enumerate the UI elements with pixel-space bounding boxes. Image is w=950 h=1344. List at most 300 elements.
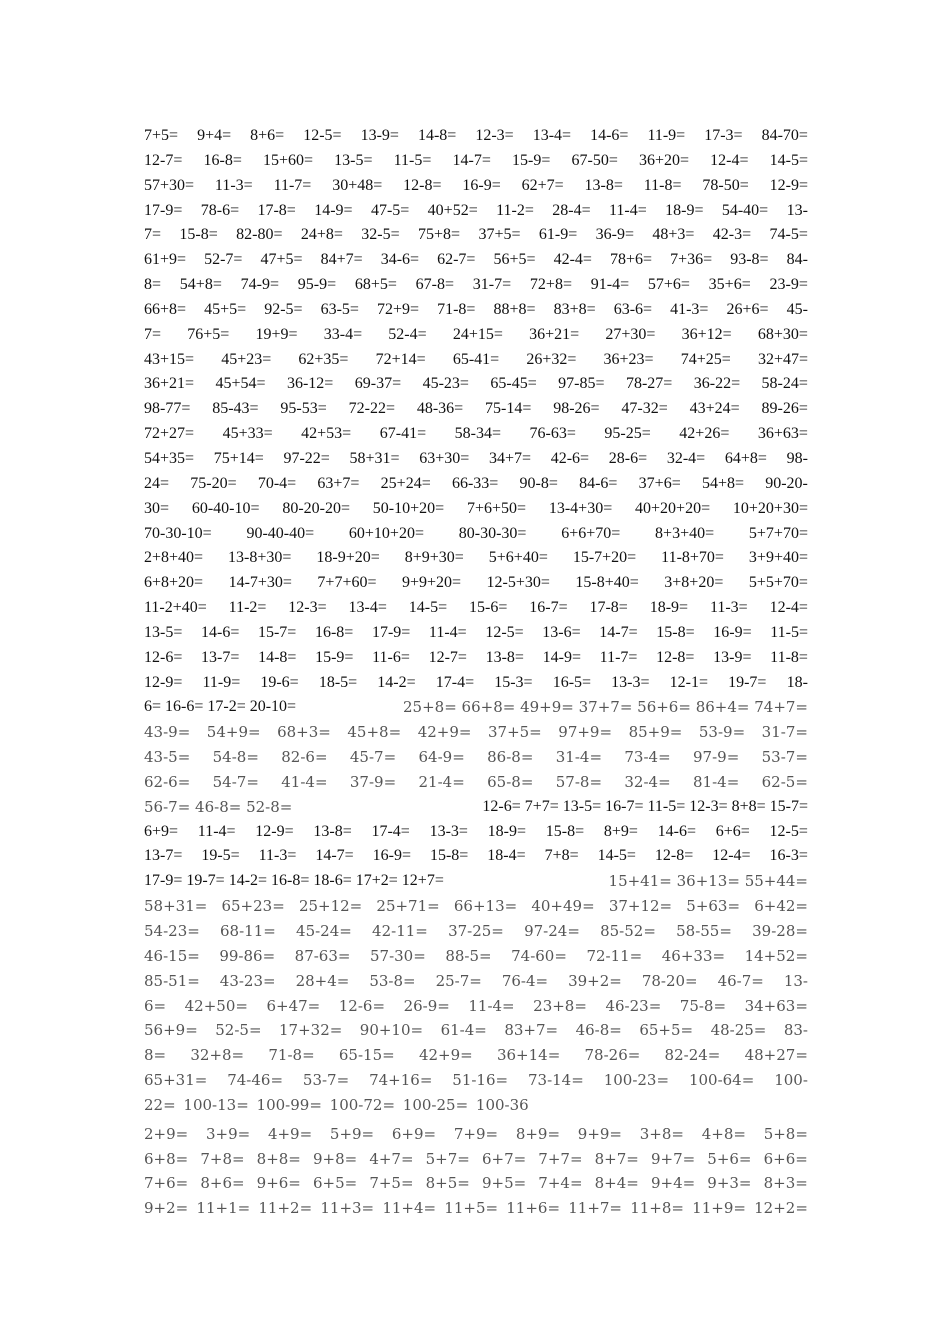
exercise-item: 3+8= [639,1124,684,1143]
exercise-item: 65+31= [144,1071,208,1090]
exercise-item: 75+8= [418,226,461,244]
exercise-item: 90-20- [765,474,808,492]
exercise-line-part: 17-9= 19-7= 14-2= 16-8= 18-6= 17+2= 12+7= [144,872,444,890]
exercise-line [144,571,808,596]
exercise-item: 74-9= [240,276,279,294]
exercise-item: 6+6= [763,1149,808,1168]
exercise-item: 6+8= [144,1149,189,1168]
exercise-block-light-2 [144,894,808,1093]
exercise-line [144,522,808,547]
exercise-item: 45-7= [349,748,397,767]
exercise-item: 37+6= [638,474,681,492]
exercise-item: 14-6= [200,623,240,641]
exercise-line [144,298,808,323]
exercise-item: 24+15= [452,325,503,343]
exercise-item: 78-26= [584,1046,641,1065]
exercise-item: 48-36= [416,400,464,418]
exercise-item: 12-5= [485,623,524,641]
exercise-line [144,174,808,199]
exercise-item: 40+20+20= [635,499,711,517]
exercise-item: 75+14= [213,449,264,467]
exercise-item: 18-9= [487,822,527,840]
exercise-item: 53-7= [761,748,808,767]
exercise-item: 76+5= [187,325,230,343]
exercise-line [144,1068,808,1093]
exercise-item: 17-9= [371,623,411,641]
exercise-item: 13-4= [348,599,387,617]
exercise-item: 5+8= [763,1124,808,1143]
exercise-item: 17+32= [279,1021,343,1040]
exercise-item: 82-24= [664,1046,721,1065]
exercise-item: 16-8= [203,151,242,169]
exercise-item: 37+12= [608,897,673,916]
exercise-item: 62+35= [298,350,349,368]
exercise-item: 18- [786,673,808,691]
exercise-item: 86-8= [487,748,534,767]
exercise-item: 52-5= [215,1021,262,1040]
exercise-line [144,497,808,522]
exercise-item: 27+30= [605,325,656,343]
exercise-item: 87-63= [294,946,351,965]
exercise-item: 31-7= [472,276,512,294]
exercise-item: 62+7= [521,176,564,194]
exercise-item: 98-77= [144,400,191,418]
exercise-item: 25-7= [435,971,482,990]
exercise-item: 71-8= [437,300,476,318]
exercise-item: 48-25= [710,1021,767,1040]
exercise-item: 81-4= [693,772,740,791]
exercise-item: 36+63= [757,425,808,443]
exercise-item: 45+33= [222,425,273,443]
exercise-item: 6+8+20= [144,574,204,592]
exercise-item: 15-8+40= [575,574,639,592]
exercise-item: 7+7= [538,1149,583,1168]
exercise-item: 73-14= [527,1071,584,1090]
exercise-item: 74+16= [369,1071,433,1090]
exercise-item: 47-5= [370,201,410,219]
exercise-item: 84-6= [579,474,618,492]
exercise-item: 62-5= [761,772,808,791]
exercise-line [144,919,808,944]
exercise-item: 19+9= [255,325,298,343]
exercise-item: 7= [144,325,162,343]
exercise-item: 65-41= [452,350,500,368]
exercise-item: 13-8= [584,176,623,194]
exercise-item: 14-9= [314,201,353,219]
exercise-item: 11-4= [197,822,236,840]
exercise-item: 25+24= [380,474,431,492]
exercise-item: 46-8= [575,1021,622,1040]
exercise-line-part: 6= 16-6= 17-2= 20-10= [144,698,297,716]
exercise-block-3 [144,1122,808,1221]
exercise-item: 11+4= [382,1199,437,1218]
exercise-line [144,1043,808,1068]
exercise-item: 88+8= [493,300,536,318]
exercise-item: 85-52= [600,922,656,940]
exercise-item: 45-23= [422,375,469,393]
exercise-item: 45+5= [204,300,247,318]
exercise-item: 62-7= [437,251,476,269]
exercise-item: 100- [774,1071,808,1090]
exercise-item: 57+30= [144,176,195,194]
exercise-item: 64-9= [418,748,465,767]
exercise-item: 43-9= [144,723,191,742]
exercise-line [144,348,808,373]
exercise-item: 4+8= [701,1124,746,1143]
exercise-item: 54+35= [144,449,195,467]
exercise-line [144,422,808,447]
exercise-item: 14-7= [452,151,491,169]
exercise-item: 11-4= [468,996,515,1015]
exercise-item: 8+3= [763,1174,808,1193]
exercise-item: 31-4= [555,748,603,767]
exercise-item: 11-2+40= [144,599,207,617]
exercise-item: 30+48= [332,176,383,194]
exercise-item: 24= [144,474,170,492]
exercise-line [144,149,808,174]
exercise-item: 12-3= [288,599,327,617]
exercise-item: 95-53= [280,400,327,418]
exercise-item: 14-6= [657,822,696,840]
exercise-item: 97-85= [558,375,605,393]
exercise-item: 8+7= [594,1149,639,1168]
exercise-line [144,323,808,348]
exercise-line [144,273,808,298]
exercise-item: 9+7= [650,1149,696,1168]
exercise-item: 13-8= [485,648,524,666]
exercise-line [144,546,808,571]
exercise-item: 14-5= [408,599,448,617]
exercise-item: 54-40= [721,201,769,219]
exercise-line [144,646,808,671]
exercise-item: 37-25= [448,922,504,940]
exercise-item: 5+7+70= [748,524,808,542]
exercise-item: 51-16= [452,1071,509,1090]
exercise-item: 88-5= [445,946,492,965]
exercise-item: 11-4= [608,201,647,219]
exercise-item: 97-9= [693,748,740,767]
exercise-item: 54+9= [206,723,261,742]
exercise-line [144,447,808,472]
exercise-item: 61+9= [144,251,187,269]
exercise-item: 31-7= [761,723,808,742]
exercise-item: 6+5= [312,1174,358,1193]
exercise-item: 6+9= [144,822,179,840]
exercise-item: 17-8= [589,599,628,617]
exercise-item: 75-8= [679,996,727,1015]
exercise-item: 9+2= [144,1199,189,1218]
exercise-item: 5+5+70= [748,574,808,592]
exercise-block-1 [144,124,808,695]
exercise-item: 43+24= [689,400,740,418]
exercise-item: 12-3= [475,127,514,144]
exercise-item: 11-2= [496,201,534,219]
exercise-item: 36-22= [693,375,741,393]
exercise-item: 12-4= [769,599,808,617]
exercise-item: 57-30= [369,946,426,965]
exercise-item: 13-3= [429,822,468,840]
exercise-item: 12-5= [303,127,342,144]
exercise-item: 57-8= [555,772,603,791]
exercise-item: 45+23= [221,350,272,368]
exercise-item: 52-4= [388,325,427,343]
exercise-line [144,969,808,994]
exercise-item: 9+4= [197,127,232,144]
exercise-item: 11-5= [393,151,432,169]
exercise-item: 11+6= [506,1199,561,1218]
exercise-item: 14-8= [258,648,297,666]
exercise-item: 11-7= [599,648,638,666]
exercise-item: 12-9= [769,176,808,194]
exercise-item: 24+8= [300,226,343,244]
exercise-item: 53-8= [369,971,416,990]
exercise-item: 97-24= [524,922,580,940]
exercise-item: 15-7+20= [572,549,637,567]
exercise-item: 80-20-20= [282,499,350,517]
exercise-item: 41-4= [281,772,328,791]
exercise-item: 12-5+30= [486,574,550,592]
exercise-item: 45+8= [347,723,402,742]
exercise-item: 13- [786,201,808,219]
exercise-item: 21-4= [418,772,465,791]
exercise-line [144,1018,808,1043]
exercise-item: 45+54= [215,375,266,393]
exercise-item: 28+4= [295,971,350,990]
exercise-item: 42-4= [553,251,592,269]
exercise-item: 54+8= [179,276,222,294]
exercise-item: 3+8+20= [664,574,724,592]
exercise-item: 75-20= [190,474,237,492]
exercise-item: 11-8= [770,648,808,666]
exercise-item: 19-5= [201,847,240,865]
exercise-item: 42+26= [679,425,730,443]
exercise-item: 13-4= [532,127,572,144]
exercise-item: 14+52= [744,946,808,965]
exercise-item: 95-25= [604,425,651,443]
exercise-item: 66-33= [451,474,499,492]
exercise-item: 46-15= [144,946,200,965]
exercise-item: 76-4= [501,971,549,990]
exercise-item: 13-6= [542,623,581,641]
exercise-item: 36+12= [681,325,732,343]
exercise-item: 11+7= [568,1199,623,1218]
exercise-item: 19-7= [728,673,767,691]
exercise-item: 95-9= [297,276,337,294]
exercise-item: 74+25= [680,350,731,368]
exercise-item: 70-4= [257,474,297,492]
exercise-item: 68+5= [354,276,397,294]
exercise-item: 65-15= [338,1046,395,1065]
exercise-item: 56+9= [144,1021,198,1040]
exercise-item: 26-9= [403,996,450,1015]
exercise-item: 62-6= [144,772,191,791]
exercise-item: 16-5= [552,673,592,691]
exercise-item: 78-6= [200,201,240,219]
exercise-item: 99-86= [219,946,276,965]
exercise-item: 32+47= [757,350,808,368]
exercise-line [144,820,808,845]
exercise-item: 7= [144,226,162,244]
exercise-item: 11-5= [770,623,808,641]
exercise-item: 75-14= [485,400,532,418]
exercise-item: 42+9= [417,723,472,742]
exercise-item: 13- [783,971,808,990]
exercise-item: 2+9= [144,1124,189,1143]
exercise-item: 34-6= [380,251,420,269]
exercise-item: 42-6= [550,449,590,467]
exercise-line [144,671,808,696]
exercise-item: 7+6= [144,1174,189,1193]
exercise-item: 80-30-30= [458,524,527,542]
exercise-item: 58-55= [676,922,732,940]
exercise-item: 9+9= [577,1124,623,1143]
exercise-item: 7+5= [144,127,179,144]
exercise-item: 98- [786,449,808,467]
exercise-item: 8+5= [425,1174,470,1193]
exercise-line [144,745,808,770]
exercise-item: 7+4= [538,1174,583,1193]
exercise-item: 11-6= [372,648,410,666]
exercise-item: 71-8= [268,1046,315,1065]
exercise-item: 78+6= [610,251,653,269]
exercise-line [144,770,808,795]
exercise-item: 26+6= [726,300,769,318]
exercise-line [144,869,808,894]
exercise-item: 12-7= [144,151,183,169]
exercise-item: 15-3= [494,673,533,691]
exercise-item: 12-6= [144,648,183,666]
exercise-item: 11+8= [630,1199,684,1218]
exercise-item: 12-1= [669,673,708,691]
exercise-item: 42-3= [712,226,752,244]
exercise-item: 48+3= [652,226,695,244]
exercise-item: 14-7= [599,623,638,641]
exercise-item: 17-4= [435,673,475,691]
exercise-item: 18-9= [649,599,689,617]
exercise-item: 39-28= [752,922,808,940]
exercise-item: 64+8= [724,449,767,467]
exercise-item: 6+9= [391,1124,437,1143]
exercise-item: 47-32= [621,400,668,418]
exercise-item: 65-45= [490,375,537,393]
exercise-item: 17-8= [257,201,296,219]
exercise-item: 8+8= [256,1149,301,1168]
exercise-item: 12-8= [403,176,442,194]
exercise-line [144,795,808,820]
exercise-item: 9+3= [707,1174,752,1193]
exercise-item: 58-24= [761,375,808,393]
exercise-item: 2+8+40= [144,549,204,567]
exercise-item: 7+5= [369,1174,414,1193]
exercise-item: 54-8= [212,748,259,767]
exercise-line-part: 25+8= 66+8= 49+9= 37+7= 56+6= 86+4= 74+7= [403,698,808,717]
exercise-item: 17-9= [144,201,183,219]
exercise-item: 12-4= [712,847,751,865]
exercise-item: 84- [786,251,808,269]
exercise-item: 19-6= [260,673,299,691]
exercise-item: 36+21= [529,325,580,343]
exercise-item: 8+6= [250,127,285,144]
exercise-item: 11-4= [428,623,467,641]
exercise-text [144,124,808,1221]
exercise-item: 4+7= [369,1149,414,1168]
exercise-line [144,1196,808,1221]
exercise-block-2 [144,820,808,870]
exercise-item: 17-4= [371,822,410,840]
exercise-item: 15-8= [179,226,218,244]
exercise-item: 11+2= [258,1199,313,1218]
exercise-item: 6+7= [481,1149,527,1168]
exercise-item: 39+2= [568,971,622,990]
exercise-item: 8= [144,276,162,294]
exercise-item: 63-5= [320,300,359,318]
exercise-item: 32+8= [190,1046,245,1065]
exercise-item: 58+31= [144,897,208,916]
exercise-item: 14-2= [377,673,416,691]
exercise-line-part: 12-6= 7+7= 13-5= 16-7= 11-5= 12-3= 8+8= 15-7= [482,797,808,815]
exercise-line [144,248,808,273]
exercise-item: 5+63= [686,897,741,916]
exercise-item: 40+52= [427,201,478,219]
exercise-item: 16-3= [769,847,808,865]
exercise-item: 54-23= [144,922,200,940]
exercise-item: 54+8= [701,474,744,492]
exercise-item: 42+9= [418,1046,473,1065]
exercise-item: 25+71= [376,897,440,916]
exercise-item: 8+9= [603,822,638,840]
exercise-item: 48+27= [744,1046,808,1065]
exercise-item: 58+31= [349,449,400,467]
exercise-item: 74-60= [511,946,567,965]
exercise-item: 18-5= [318,673,358,691]
exercise-item: 63+30= [419,449,470,467]
exercise-item: 85-43= [212,400,259,418]
exercise-item: 69-37= [354,375,402,393]
exercise-item: 15-8= [545,822,585,840]
exercise-line [144,894,808,919]
exercise-item: 3+9= [205,1124,251,1143]
exercise-item: 84-70= [761,127,808,144]
exercise-item: 63+7= [317,474,360,492]
exercise-line [144,1093,808,1118]
exercise-item: 12+2= [754,1199,808,1218]
exercise-item: 60+10+20= [348,524,424,542]
exercise-item: 8+6= [200,1174,245,1193]
exercise-item: 13-5= [144,623,183,641]
exercise-item: 23+8= [533,996,587,1015]
exercise-item: 15-9= [315,648,354,666]
exercise-item: 14-7= [315,847,354,865]
exercise-item: 6+47= [266,996,321,1015]
exercise-item: 34+63= [744,996,808,1015]
exercise-item: 5+6+40= [488,549,548,567]
exercise-item: 6+6= [715,822,750,840]
exercise-item: 37+5= [487,723,542,742]
exercise-item: 13-8= [313,822,352,840]
exercise-item: 3+9+40= [748,549,808,567]
exercise-item: 42-11= [372,922,428,940]
exercise-item: 7+8= [544,847,579,865]
exercise-item: 12-8= [656,648,695,666]
exercise-item: 56+5= [493,251,536,269]
exercise-item: 92-5= [264,300,303,318]
exercise-item: 83+8= [553,300,596,318]
exercise-item: 11-9= [647,127,686,144]
exercise-item: 45- [786,300,808,318]
exercise-item: 6+42= [754,897,808,916]
exercise-item: 13-9= [360,127,399,144]
exercise-item: 74-46= [227,1071,284,1090]
